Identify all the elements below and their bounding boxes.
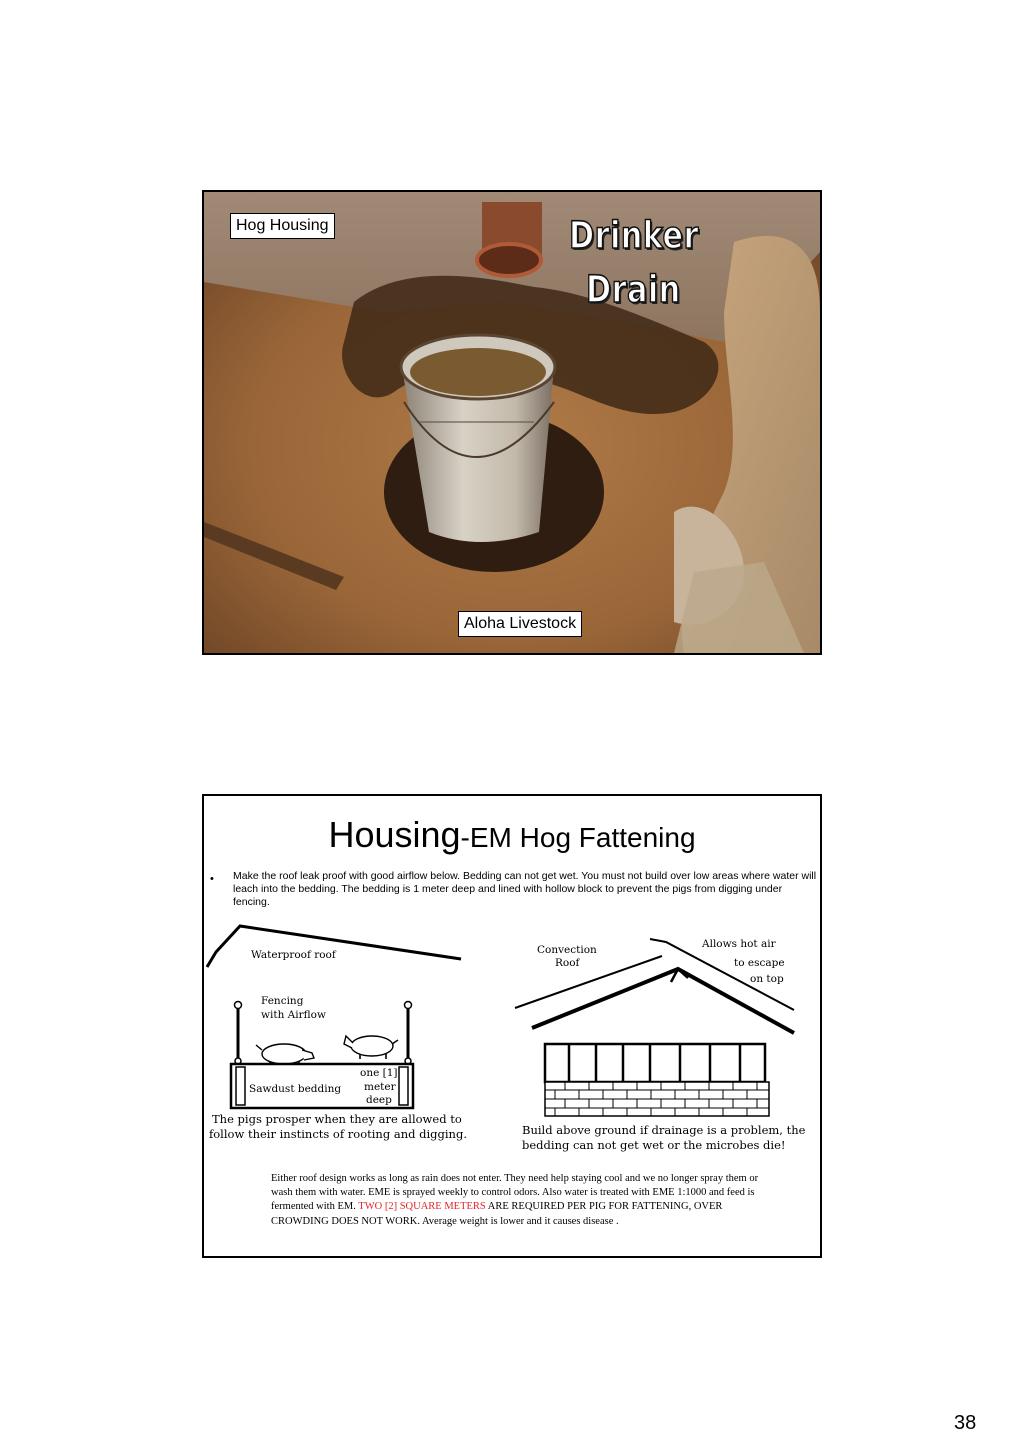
paragraph-red-text: TWO [2] SQUARE METERS — [358, 1201, 486, 1213]
convection-roof-label-1: Convection — [537, 944, 597, 956]
right-caption-2: bedding can not get wet or the microbes die! — [522, 1138, 786, 1152]
slide-photo-drinker-drain — [202, 190, 822, 655]
right-caption-1: Build above ground if drainage is a problem, the — [522, 1123, 806, 1137]
drain-overlay-text: Drain — [586, 268, 681, 311]
hog-housing-label: Hog Housing — [230, 213, 335, 239]
aloha-livestock-label: Aloha Livestock — [458, 611, 582, 637]
title-sub: -EM Hog Fattening — [460, 822, 696, 853]
paragraph-text-end: ARE REQUIRED PER PIG FOR FATTENING, OVER CROWDING DOES NOT WORK. Average weight is lower and it causes disease . — [271, 1201, 723, 1227]
hot-air-label-3: on top — [750, 973, 784, 985]
convection-roof-diagram — [515, 938, 806, 1152]
depth-label-1: one [1] — [360, 1067, 398, 1079]
housing-diagrams — [204, 924, 820, 1164]
paragraph-text: Either roof design works as long as rain does not enter. They need help staying cool and we no longer spray them or wash them with water. EME is sprayed weekly to control odors. Also water is treated with EME 1:1000 and feed is fermented with EM. — [271, 1173, 759, 1213]
hot-air-label-1: Allows hot air — [702, 938, 776, 950]
slide-em-hog-fattening — [202, 794, 822, 1258]
hot-air-label-2: to escape — [734, 957, 785, 969]
fencing-label-1: Fencing — [261, 995, 304, 1007]
depth-label-2: meter — [364, 1081, 396, 1093]
page-number: 38 — [954, 1412, 977, 1434]
left-caption-2: follow their instincts of rooting and digging. — [209, 1127, 467, 1141]
slide-title — [204, 814, 820, 856]
bullet-text: Make the roof leak proof with good airflow below. Bedding can not get wet. You must not build over low areas where water will leach into the bedding. The bedding is 1 meter deep and lined with hollow block to prevent the pigs from digging under fencing. — [233, 870, 817, 908]
bottom-paragraph — [271, 1172, 761, 1229]
fencing-label-2: with Airflow — [261, 1009, 326, 1021]
bullet-dot: • — [210, 873, 214, 885]
waterproof-roof-label: Waterproof roof — [251, 949, 336, 961]
waterproof-roof-diagram — [207, 926, 467, 1141]
depth-label-3: deep — [366, 1094, 392, 1106]
drinker-drain-photo — [204, 192, 820, 653]
hollow-block-wall — [545, 1082, 769, 1116]
sawdust-bedding-label: Sawdust bedding — [249, 1083, 342, 1095]
pig-icon — [344, 1036, 398, 1059]
drinker-overlay-text: Drinker — [569, 214, 699, 257]
title-main: Housing — [328, 814, 461, 855]
convection-roof-label-2: Roof — [555, 957, 580, 969]
left-caption-1: The pigs prosper when they are allowed to — [212, 1112, 462, 1126]
